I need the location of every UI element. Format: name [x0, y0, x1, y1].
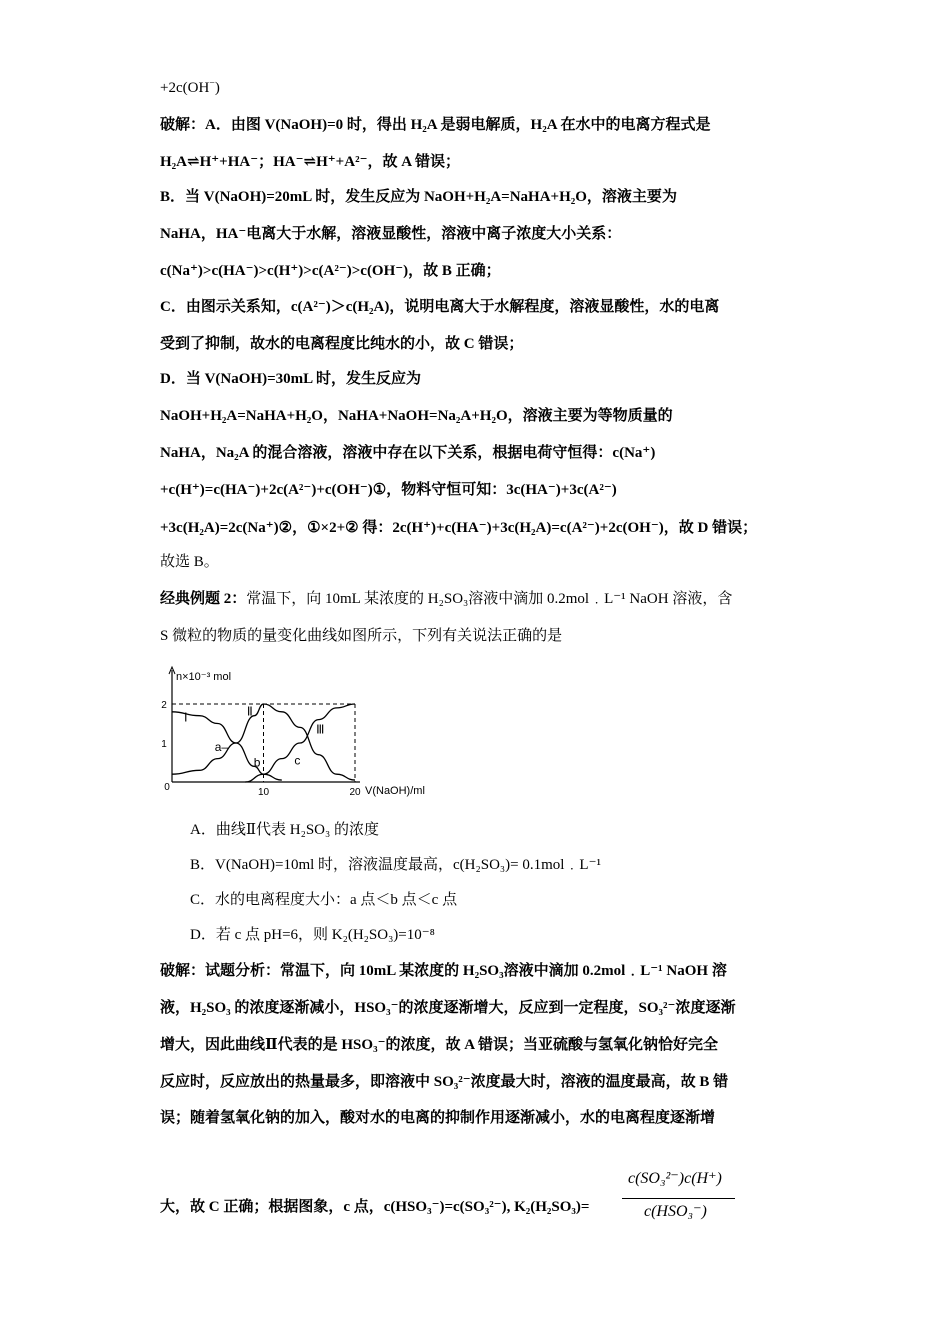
example-label: 经典例题 2：: [160, 591, 247, 607]
fraction-denominator: c(HSO₃⁻): [644, 1203, 707, 1220]
x-axis-label: V(NaOH)/ml: [365, 785, 425, 797]
text-line: 破解：A．由图 V(NaOH)=0 时，得出 H₂A 是弱电解质，H₂A 在水中的电离方程式是: [160, 117, 711, 133]
y-tick-label: 2: [161, 700, 167, 711]
text-line: D．当 V(NaOH)=30mL 时，发生反应为: [160, 371, 422, 387]
series-line-3: [245, 704, 355, 782]
point-label: c: [294, 753, 301, 768]
point-label: b: [253, 755, 261, 770]
option-d: D．若 c 点 pH=6，则 K₂(H₂SO₃)=10⁻⁸: [190, 927, 435, 943]
text-line: S 微粒的物质的量变化曲线如图所示，下列有关说法正确的是: [160, 628, 563, 644]
curve-label: Ⅲ: [316, 722, 325, 737]
curve-label: Ⅰ: [183, 710, 188, 725]
text-line: 破解：试题分析：常温下，向 10mL 某浓度的 H₂SO₃溶液中滴加 0.2mol﹒L⁻¹ NaOH 溶: [160, 963, 727, 979]
species-curve-chart: [158, 662, 458, 797]
text-line: NaHA，Na₂A 的混合溶液，溶液中存在以下关系，根据电荷守恒得：c(Na⁺): [160, 445, 656, 461]
option-b: B．V(NaOH)=10ml 时，溶液温度最高，c(H₂SO₃)= 0.1mol﹒L⁻¹: [190, 857, 602, 873]
text-line: +c(H⁺)=c(HA⁻)+2c(A²⁻)+c(OH⁻)①，物料守恒可知：3c(HA⁻)+3c(A²⁻): [160, 482, 617, 498]
x-tick-label: 0: [164, 782, 170, 793]
text-line: B．当 V(NaOH)=20mL 时，发生反应为 NaOH+H₂A=NaHA+H₂O，溶液主要为: [160, 189, 677, 205]
text-line: 液，H₂SO₃ 的浓度逐渐减小，HSO₃⁻的浓度逐渐增大，反应到一定程度，SO₃²⁻浓度逐渐: [160, 1000, 736, 1016]
option-a: A．曲线Ⅱ代表 H₂SO₃ 的浓度: [190, 822, 379, 838]
curve-label: Ⅱ: [246, 704, 253, 719]
text-line: 误；随着氢氧化钠的加入，酸对水的电离的抑制作用逐渐减小，水的电离程度逐渐增: [160, 1110, 716, 1126]
x-tick-label: 10: [257, 787, 270, 797]
k2-fraction: [622, 1168, 737, 1228]
text-line: H₂A⇌H⁺+HA⁻；HA⁻⇌H⁺+A²⁻，故 A 错误；: [160, 154, 460, 170]
text-line: NaHA，HA⁻电离大于水解，溶液显酸性，溶液中离子浓度大小关系：: [160, 226, 622, 242]
fraction-numerator: c(SO₃²⁻)c(H⁺): [628, 1170, 722, 1187]
text-line: 反应时，反应放出的热量最多，即溶液中 SO₃²⁻浓度最大时，溶液的温度最高，故 B 错: [160, 1074, 729, 1090]
text-line: C．由图示关系知，c(A²⁻)＞c(H₂A)，说明电离大于水解程度，溶液显酸性，水的电离: [160, 299, 720, 315]
text-line: 增大，因此曲线Ⅱ代表的是 HSO₃⁻的浓度，故 A 错误；当亚硫酸与氢氧化钠恰好完全: [160, 1037, 718, 1053]
fraction-bar: [622, 1198, 735, 1199]
text-line: 故选 B。: [160, 554, 219, 570]
point-label: a–: [214, 739, 229, 754]
y-axis-label: n×10⁻³ mol: [176, 671, 232, 683]
y-tick-label: 1: [161, 739, 167, 750]
text-line: c(Na⁺)>c(HA⁻)>c(H⁺)>c(A²⁻)>c(OH⁻)，故 B 正确；: [160, 263, 501, 279]
x-tick-label: 20: [349, 787, 361, 797]
example-title: [160, 589, 732, 609]
text-line: +3c(H₂A)=2c(Na⁺)②，①×2+② 得：2c(H⁺)+c(HA⁻)+3c(H₂A)=c(A²⁻)+2c(OH⁻)，故 D 错误；: [160, 520, 758, 536]
example-text: 常温下，向 10mL 某浓度的 H₂SO₃溶液中滴加 0.2mol﹒L⁻¹ NaOH 溶液，含: [246, 591, 733, 607]
text-line: +2c(OH−): [160, 78, 220, 96]
option-c: C．水的电离程度大小：a 点＜b 点＜c 点: [190, 892, 458, 908]
text-line: NaOH+H₂A=NaHA+H₂O，NaHA+NaOH=Na₂A+H₂O，溶液主要为等物质量的: [160, 408, 673, 424]
text-line: 大，故 C 正确；根据图象，c 点，c(HSO₃⁻)=c(SO₃²⁻), K₂(H₂SO₃)=: [160, 1199, 590, 1215]
text-line: 受到了抑制，故水的电离程度比纯水的小，故 C 错误；: [160, 336, 524, 352]
